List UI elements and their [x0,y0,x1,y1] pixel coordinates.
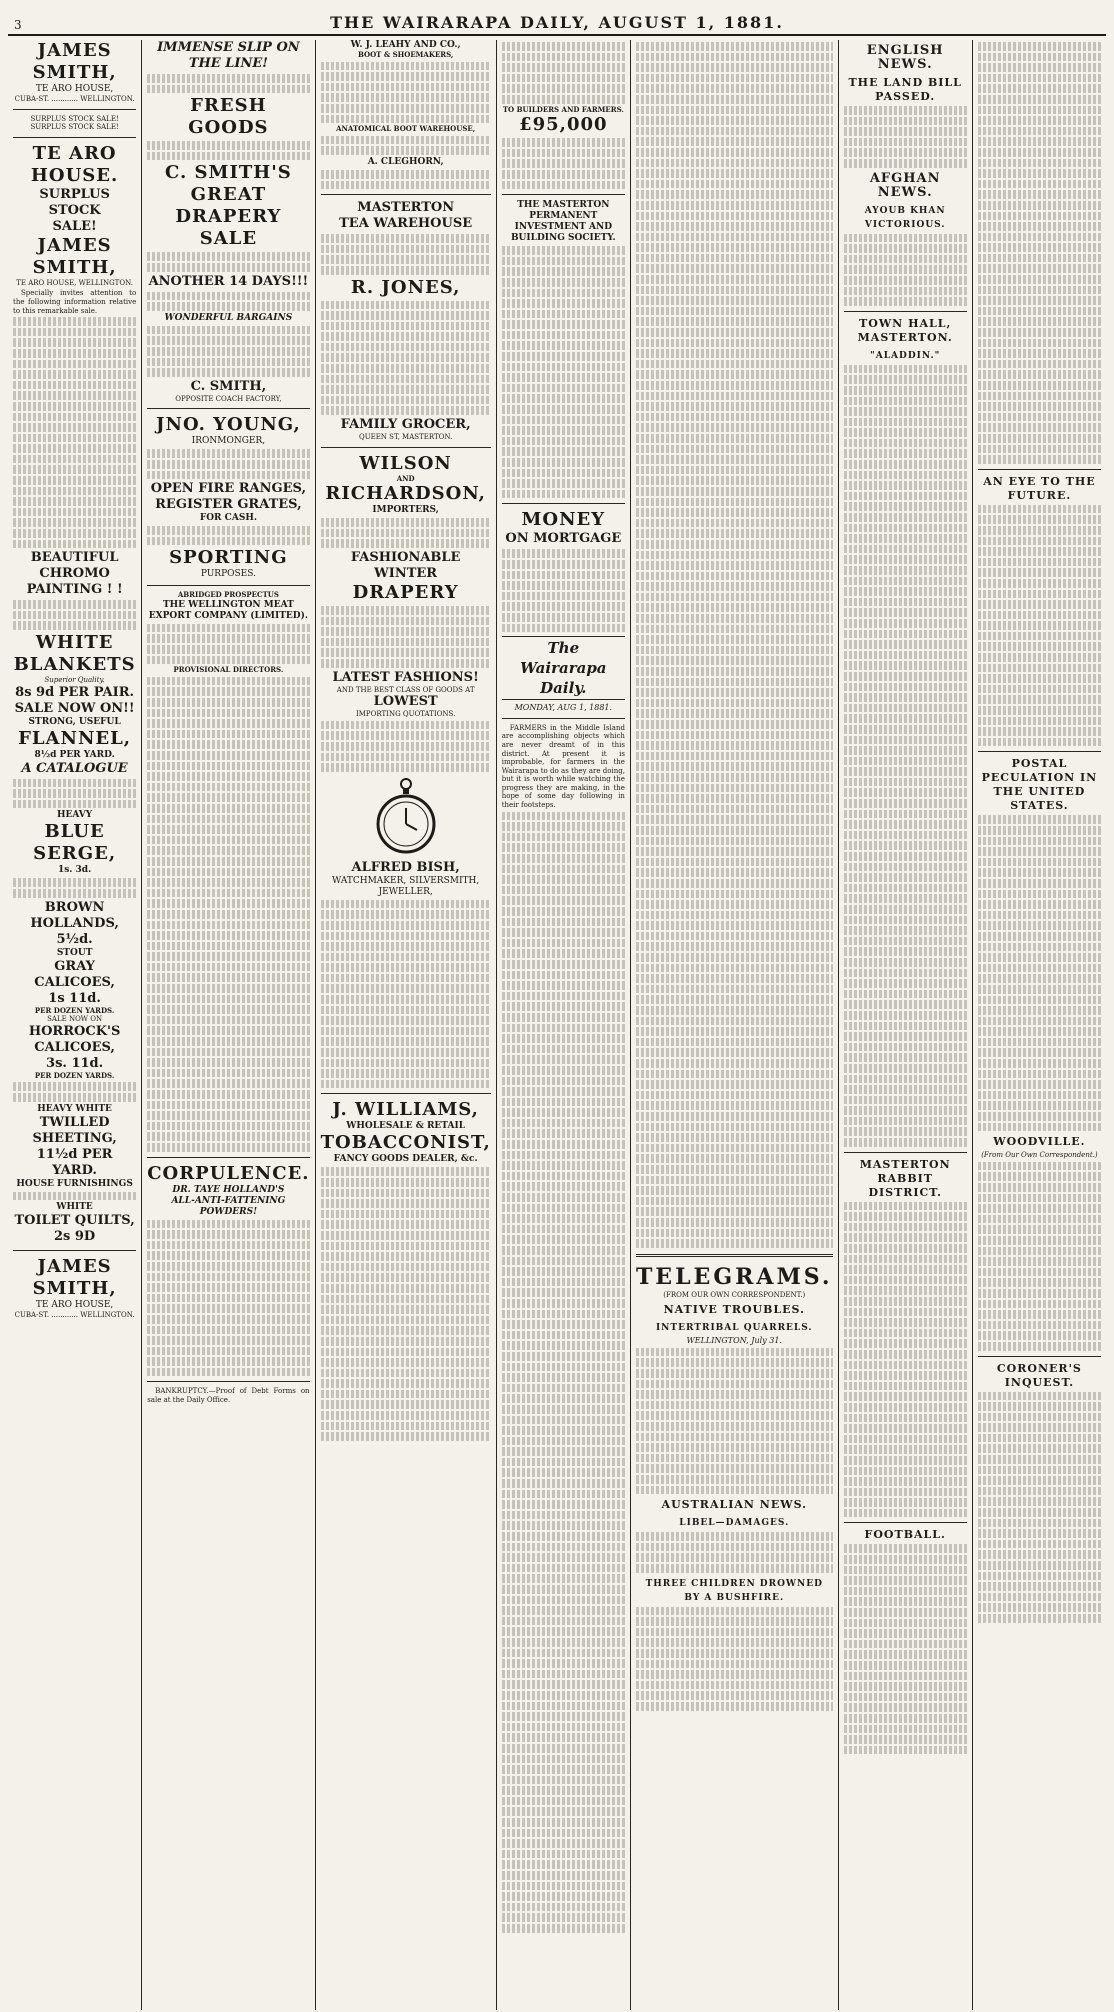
column-1 [8,40,142,2010]
column-3 [316,40,497,2010]
ad-subheading: PER DOZEN YARDS. [34,1005,115,1015]
ad-address: CUBA-ST. ............ WELLINGTON. [14,95,135,103]
telegrams-heading: TELEGRAMS. [635,1263,833,1290]
section-heading: POSTAL PECULATION IN THE UNITED STATES. [981,757,1098,813]
section-heading: NATIVE TROUBLES. [663,1303,805,1317]
ad-price: 2s 9D [54,1229,96,1245]
ad-heading: TO BUILDERS AND FARMERS. [502,104,624,114]
ad-subheading: QUEEN ST, MASTERTON. [358,433,453,442]
ad-heading: THE MASTERTON PERMANENT INVESTMENT AND BUILDING SOCIETY. [510,200,616,244]
ad-price: 8s 9d PER PAIR. [15,684,135,700]
dateline: WELLINGTON, July 31. [686,1336,782,1346]
ad-heading: SPORTING [169,547,288,569]
section-heading: ENGLISH NEWS. [866,43,944,72]
ad-heading: DRAPERY SALE [175,206,282,250]
telegrams-subheading: (FROM OUR OWN CORRESPONDENT.) [663,1290,806,1299]
section-heading: WOODVILLE. [993,1135,1086,1149]
ad-heading: TOILET QUILTS, [14,1213,135,1229]
ad-subheading: HEAVY [57,810,93,821]
masthead-title: THE WAIRARAPA DAILY, AUGUST 1, 1881. [330,13,784,32]
editorial-masthead: The Wairarapa Daily. [502,636,625,700]
ad-heading: RICHARDSON, [325,483,486,505]
ad-subheading: FOR CASH. [199,513,257,524]
section-heading: CORONER'S INQUEST. [996,1361,1082,1389]
column-5 [631,40,839,2010]
pocket-watch-illustration [374,776,438,856]
ad-heading: J. WILLIAMS, [332,1099,479,1121]
ad-heading: BEAUTIFUL [30,550,119,566]
ad-subheading: PURPOSES. [200,569,256,580]
ad-heading: FRESH GOODS [188,95,269,139]
column-7 [973,40,1106,2010]
ad-price: 8½d PER YARD. [34,749,115,760]
ad-subheading: WHOLESALE & RETAIL [346,1121,466,1132]
page-number: 3 [14,18,22,32]
ad-heading: BROWN HOLLANDS, [30,899,119,931]
ad-address: CUBA-ST. ............ WELLINGTON. [14,1311,135,1320]
ad-subheading: Superior Quality. [44,676,105,684]
ad-heading: OPEN FIRE RANGES, [150,481,306,497]
ad-subheading: WATCHMAKER, SILVERSMITH, JEWELLER, [332,875,480,897]
ad-heading: TE ARO HOUSE. [30,142,119,186]
column-6 [839,40,973,2010]
ad-heading: HORROCK'S CALICOES, [28,1023,121,1055]
ad-line: SURPLUS STOCK SALE! [30,123,119,132]
ad-subheading: DR. TAYE HOLLAND'S [172,1184,285,1195]
ad-heading: JAMES SMITH, [32,40,117,83]
ad-heading: SALE NOW ON!! [14,700,135,716]
ad-heading: BLUE SERGE, [33,821,117,865]
ad-subheading: HEAVY WHITE [37,1103,112,1114]
column-4 [497,40,631,2010]
ad-heading: ANOTHER 14 DAYS!!! [148,273,309,289]
ad-subheading: TE ARO HOUSE, [35,1300,114,1311]
section-heading: LIBEL—DAMAGES. [679,1518,790,1529]
ad-heading: R. JONES, [350,276,461,298]
ad-heading: GRAY CALICOES, [34,958,115,990]
ad-heading: CORPULENCE. [147,1162,310,1184]
section-heading: THREE CHILDREN DROWNED BY A BUSHFIRE. [645,1578,823,1603]
ad-subheading: IMPORTERS, [372,505,439,516]
ad-heading: LOWEST [373,694,438,710]
ad-heading: REGISTER GRATES, [155,497,302,513]
ad-subheading: FANCY GOODS DEALER, &c. [333,1154,478,1165]
ad-subheading: IMPORTING QUOTATIONS. [355,710,456,719]
ad-subheading: TE ARO HOUSE, WELLINGTON. [16,278,133,287]
ad-heading: C. SMITH'S [164,162,292,184]
ad-heading: IMMENSE SLIP ON THE LINE! [157,40,300,71]
ad-heading: W. J. LEAHY AND CO., [350,40,461,50]
ad-heading: C. SMITH, [190,378,267,394]
ad-heading: £95,000 [519,114,608,136]
ad-price: 3s. 11d. [46,1055,104,1071]
ad-subheading: WHITE [56,1202,93,1213]
ad-heading: FASHIONABLE WINTER [350,550,461,581]
ad-heading: ALFRED BISH, [351,859,460,875]
ad-heading: WILSON [359,452,452,474]
section-heading: AFGHAN NEWS. [869,170,941,200]
ad-price: 5½d. [56,931,93,947]
ad-subheading: PROVISIONAL DIRECTORS. [173,665,284,675]
column-2 [142,40,315,2010]
ad-subheading: STRONG, USEFUL [28,716,121,727]
ad-body: BANKRUPTCY.—Proof of Debt Forms on sale at the Daily Office. [147,1387,310,1405]
ad-heading: WHITE BLANKETS [13,632,136,675]
ad-heading: TEA WAREHOUSE [339,216,473,232]
ad-heading: BOOT & SHOEMAKERS, [357,50,454,59]
ad-heading: JAMES SMITH, [32,1256,117,1300]
ad-price: 1s. 3d. [57,865,92,876]
ad-heading: DRAPERY [352,582,459,603]
ad-heading: THE WELLINGTON MEAT EXPORT COMPANY (LIMITED). [148,599,308,621]
section-heading: THE LAND BILL PASSED. [848,76,962,103]
section-heading: "ALADDIN." [870,350,941,361]
ad-heading: SALE! [52,218,97,234]
section-heading: FOOTBALL. [864,1528,946,1542]
ad-heading: SURPLUS STOCK [39,186,110,218]
ad-price: 1s 11d. [48,990,101,1006]
ad-subheading: IRONMONGER, [191,436,266,447]
section-heading: AUSTRALIAN NEWS. [661,1498,807,1512]
ad-subheading: STOUT [56,947,93,958]
ad-heading: MONEY [521,509,606,531]
ad-subheading: ALL-ANTI-FATTENING POWDERS! [171,1195,286,1217]
ad-heading: ANATOMICAL BOOT WAREHOUSE, [336,124,476,134]
ad-heading: FLANNEL, [18,727,132,749]
ad-heading: A CATALOGUE [21,760,128,776]
section-subheading: (From Our Own Correspondent.) [981,1151,1098,1160]
ad-subheading: AND THE BEST CLASS OF GOODS AT [336,685,475,694]
section-heading: AN EYE TO THE FUTURE. [983,474,1096,502]
ad-heading: LATEST FASHIONS! [332,669,479,685]
ad-heading: ABRIDGED PROSPECTUS [177,590,279,600]
ad-heading: AND [396,473,415,483]
ad-price: 11½d PER YARD. [36,1146,113,1178]
ad-heading: TOBACCONIST, [320,1132,491,1154]
ad-heading: JNO. YOUNG, [155,414,301,436]
ad-heading: JAMES SMITH, [32,234,117,278]
ad-body: Specially invites attention to the following information relative to this remarkable sale. [13,289,137,315]
ad-heading: CHROMO PAINTING ! ! [26,566,123,598]
ad-heading: ON MORTGAGE [505,531,622,547]
editorial-date: MONDAY, AUG 1, 1881. [514,703,613,713]
ad-subheading: TE ARO HOUSE, [35,84,114,94]
ad-subheading: PER DOZEN YARDS. [34,1070,115,1080]
ad-heading: FAMILY GROCER, [340,417,471,433]
ad-heading: WONDERFUL BARGAINS [164,312,293,323]
ad-line: SALE NOW ON [47,1015,103,1024]
section-heading: INTERTRIBAL QUARRELS. [655,1323,813,1334]
ad-subheading: OPPOSITE COACH FACTORY, [175,394,282,403]
masthead [8,6,1106,36]
section-heading: MASTERTON RABBIT DISTRICT. [859,1157,951,1199]
section-heading: AYOUB KHAN VICTORIOUS. [864,205,946,230]
ad-heading: TWILLED SHEETING, [32,1114,117,1146]
ad-heading: GREAT [190,184,267,206]
ad-heading: MASTERTON [357,200,455,216]
section-heading: TOWN HALL, MASTERTON. [857,316,953,344]
ad-line: SURPLUS STOCK SALE! [30,114,119,123]
ad-subheading: HOUSE FURNISHINGS [16,1178,133,1189]
ad-heading: A. CLEGHORN, [367,156,444,167]
editorial-lead: FARMERS in the Middle Island are accomplishing objects which are never dreamt of in this district. At present it is improbable, for farmers in the Wairarapa to do as they are doing, but it is worth while watching the progress they are making, in the hope of some day following in their footsteps. [501,723,625,810]
